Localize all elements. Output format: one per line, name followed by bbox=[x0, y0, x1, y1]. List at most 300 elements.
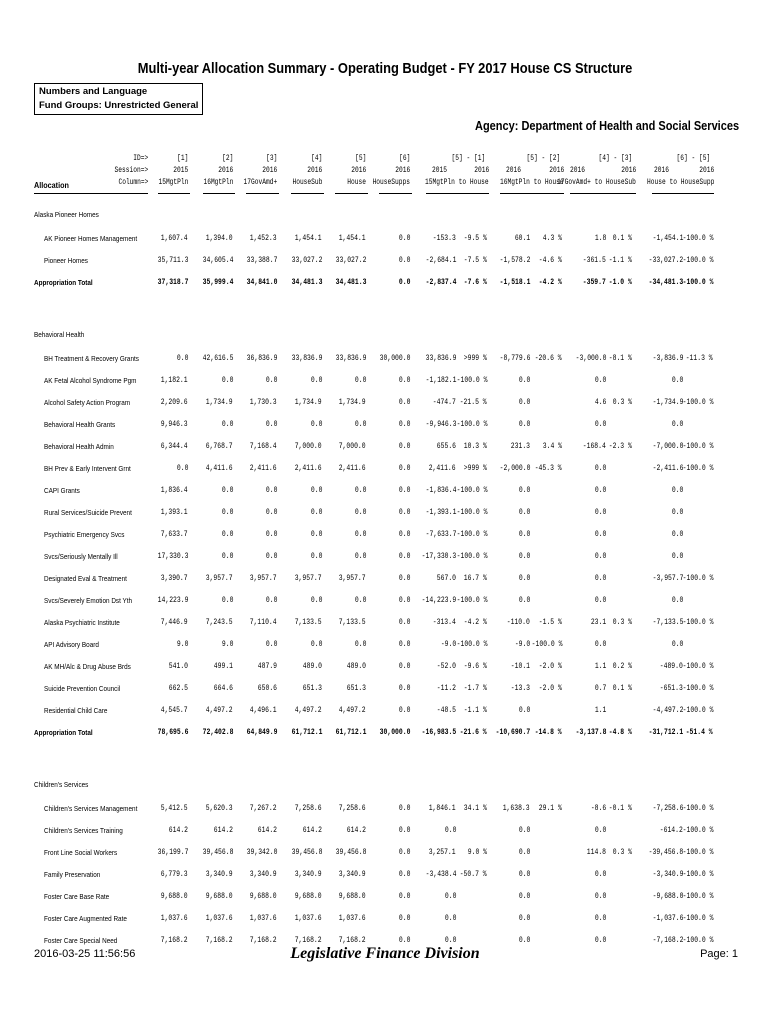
table-row bbox=[0, 232, 770, 246]
value-cell: 1,836.4 bbox=[161, 486, 188, 495]
value-cell: 0.0 bbox=[221, 552, 233, 561]
diff-amount-cell: 0.0 bbox=[671, 508, 683, 517]
section-heading-row bbox=[0, 208, 770, 222]
diff-amount-cell: 0.0 bbox=[594, 420, 606, 429]
value-cell: 78,695.6 bbox=[157, 728, 188, 737]
value-cell: 4,497.2 bbox=[339, 706, 366, 715]
diff-amount-cell: -34,481.3 bbox=[648, 278, 683, 287]
value-cell: 1,454.1 bbox=[339, 234, 366, 243]
allocation-name: Family Preservation bbox=[44, 870, 101, 879]
table-row bbox=[0, 418, 770, 432]
diff-percent-cell: 10.3 % bbox=[463, 442, 487, 451]
diff-amount-cell: 0.0 bbox=[518, 530, 530, 539]
diff-percent-cell: -100.0 % bbox=[531, 640, 562, 649]
column-header-year: 2015 bbox=[173, 166, 188, 175]
diff-percent-cell: -100.0 % bbox=[682, 706, 713, 715]
value-cell: 64,849.9 bbox=[246, 728, 277, 737]
diff-percent-cell: -100.0 % bbox=[682, 442, 713, 451]
diff-percent-cell: 0.2 % bbox=[612, 662, 632, 671]
value-cell: 0.0 bbox=[398, 278, 410, 287]
value-cell: 2,411.6 bbox=[250, 464, 277, 473]
diff-percent-cell: -100.0 % bbox=[682, 826, 713, 835]
value-cell: 0.0 bbox=[398, 804, 410, 813]
value-cell: 30,000.0 bbox=[379, 354, 410, 363]
value-cell: 9,688.0 bbox=[206, 892, 233, 901]
value-cell: 0.0 bbox=[265, 508, 277, 517]
diff-amount-cell: -3,438.4 bbox=[425, 870, 456, 879]
diff-amount-cell: 231.3 bbox=[510, 442, 530, 451]
diff-amount-cell: 0.0 bbox=[594, 552, 606, 561]
diff-percent-cell: -100.0 % bbox=[682, 804, 713, 813]
diff-percent-cell: >999 % bbox=[463, 354, 487, 363]
table-row bbox=[0, 594, 770, 608]
diff-amount-cell: -651.3 bbox=[659, 684, 683, 693]
diff-amount-cell: 0.0 bbox=[671, 486, 683, 495]
table-row bbox=[0, 352, 770, 366]
diff-amount-cell: 0.0 bbox=[518, 706, 530, 715]
diff-amount-cell: -7,258.6 bbox=[652, 804, 683, 813]
value-cell: 1,734.9 bbox=[206, 398, 233, 407]
value-cell: 7,243.5 bbox=[206, 618, 233, 627]
table-row bbox=[0, 868, 770, 882]
table-row bbox=[0, 824, 770, 838]
value-cell: 0.0 bbox=[310, 420, 322, 429]
value-cell: 541.0 bbox=[168, 662, 188, 671]
filter-fund-groups: Fund Groups: Unrestricted General bbox=[39, 100, 199, 111]
header-underline bbox=[291, 193, 324, 194]
allocation-name: CAPI Grants bbox=[44, 486, 80, 495]
diff-amount-cell: -1,182.1 bbox=[425, 376, 456, 385]
diff-amount-cell: 0.7 bbox=[594, 684, 606, 693]
value-cell: 33,836.9 bbox=[335, 354, 366, 363]
value-cell: 650.6 bbox=[257, 684, 277, 693]
value-cell: 2,411.6 bbox=[295, 464, 322, 473]
header-underline bbox=[500, 193, 564, 194]
diff-amount-cell: -359.7 bbox=[582, 278, 606, 287]
allocation-name: Pioneer Homes bbox=[44, 256, 88, 265]
column-header-id: [2] bbox=[221, 154, 233, 163]
value-cell: 0.0 bbox=[398, 640, 410, 649]
value-cell: 0.0 bbox=[265, 596, 277, 605]
value-cell: 1,393.1 bbox=[161, 508, 188, 517]
diff-percent-cell: -100.0 % bbox=[682, 618, 713, 627]
value-cell: 1,037.6 bbox=[206, 914, 233, 923]
diff-amount-cell: -153.3 bbox=[432, 234, 456, 243]
diff-amount-cell: -7,633.7 bbox=[425, 530, 456, 539]
table-row bbox=[0, 802, 770, 816]
value-cell: 36,836.9 bbox=[246, 354, 277, 363]
diff-percent-cell: -100.0 % bbox=[682, 278, 713, 287]
diff-amount-cell: -10.1 bbox=[510, 662, 530, 671]
table-row bbox=[0, 396, 770, 410]
diff-amount-cell: -14,223.9 bbox=[421, 596, 456, 605]
table-row bbox=[0, 506, 770, 520]
value-cell: 0.0 bbox=[265, 552, 277, 561]
section-label: Behavioral Health bbox=[34, 330, 85, 339]
value-cell: 4,497.2 bbox=[206, 706, 233, 715]
value-cell: 5,412.5 bbox=[161, 804, 188, 813]
header-underline bbox=[158, 193, 190, 194]
section-label: Alaska Pioneer Homes bbox=[34, 210, 99, 219]
diff-percent-cell: -21.5 % bbox=[460, 398, 487, 407]
table-row bbox=[0, 616, 770, 630]
diff-column-header-name: 16MgtPln to House bbox=[500, 178, 564, 187]
diff-amount-cell: 0.0 bbox=[518, 848, 530, 857]
value-cell: 9.0 bbox=[176, 640, 188, 649]
value-cell: 9,946.3 bbox=[161, 420, 188, 429]
diff-amount-cell: -1,454.1 bbox=[652, 234, 683, 243]
diff-amount-cell: 0.0 bbox=[594, 376, 606, 385]
value-cell: 72,402.8 bbox=[202, 728, 233, 737]
table-row bbox=[0, 638, 770, 652]
diff-column-header-year-a: 2016 bbox=[506, 166, 521, 175]
diff-percent-cell: -100.0 % bbox=[682, 870, 713, 879]
diff-amount-cell: 0.0 bbox=[518, 486, 530, 495]
value-cell: 1,730.3 bbox=[250, 398, 277, 407]
section-heading-row bbox=[0, 778, 770, 792]
diff-amount-cell: -614.2 bbox=[659, 826, 683, 835]
diff-percent-cell: -100.0 % bbox=[682, 234, 713, 243]
diff-amount-cell: -11.2 bbox=[436, 684, 456, 693]
allocation-name: Psychiatric Emergency Svcs bbox=[44, 530, 125, 539]
diff-column-header-id: [4] - [3] bbox=[598, 154, 632, 163]
table-row bbox=[0, 682, 770, 696]
diff-percent-cell: -9.5 % bbox=[463, 234, 487, 243]
value-cell: 0.0 bbox=[398, 486, 410, 495]
value-cell: 0.0 bbox=[354, 640, 366, 649]
value-cell: 3,390.7 bbox=[161, 574, 188, 583]
value-cell: 0.0 bbox=[221, 508, 233, 517]
diff-amount-cell: 0.0 bbox=[518, 574, 530, 583]
value-cell: 0.0 bbox=[398, 870, 410, 879]
value-cell: 3,340.9 bbox=[250, 870, 277, 879]
diff-percent-cell: -100.0 % bbox=[682, 574, 713, 583]
value-cell: 0.0 bbox=[221, 420, 233, 429]
value-cell: 6,779.3 bbox=[161, 870, 188, 879]
diff-percent-cell: 0.1 % bbox=[612, 234, 632, 243]
value-cell: 614.2 bbox=[346, 826, 366, 835]
value-cell: 9,688.0 bbox=[339, 892, 366, 901]
diff-percent-cell: -100.0 % bbox=[682, 256, 713, 265]
diff-amount-cell: 0.0 bbox=[444, 914, 456, 923]
diff-amount-cell: -2,837.4 bbox=[425, 278, 456, 287]
diff-column-header-name: 15MgtPln to House bbox=[425, 178, 489, 187]
column-header-name: 15MgtPln bbox=[158, 178, 188, 187]
diff-percent-cell: -100.0 % bbox=[682, 892, 713, 901]
diff-amount-cell: -4,497.2 bbox=[652, 706, 683, 715]
value-cell: 0.0 bbox=[398, 618, 410, 627]
allocation-name: API Advisory Board bbox=[44, 640, 99, 649]
value-cell: 7,168.2 bbox=[161, 936, 188, 945]
value-cell: 39,456.8 bbox=[202, 848, 233, 857]
diff-amount-cell: 1,638.3 bbox=[503, 804, 530, 813]
value-cell: 39,456.8 bbox=[291, 848, 322, 857]
value-cell: 614.2 bbox=[257, 826, 277, 835]
value-cell: 7,168.2 bbox=[250, 936, 277, 945]
value-cell: 39,342.0 bbox=[246, 848, 277, 857]
footer-division: Legislative Finance Division bbox=[290, 945, 480, 962]
diff-amount-cell: 3,257.1 bbox=[429, 848, 456, 857]
value-cell: 0.0 bbox=[398, 826, 410, 835]
diff-amount-cell: -474.7 bbox=[432, 398, 456, 407]
diff-column-header-year-b: 2016 bbox=[474, 166, 489, 175]
value-cell: 42,616.5 bbox=[202, 354, 233, 363]
value-cell: 7,258.6 bbox=[295, 804, 322, 813]
column-header-id: [3] bbox=[265, 154, 277, 163]
diff-percent-cell: -7.5 % bbox=[463, 256, 487, 265]
header-key: Column=> bbox=[118, 178, 148, 187]
value-cell: 6,768.7 bbox=[206, 442, 233, 451]
value-cell: 61,712.1 bbox=[335, 728, 366, 737]
diff-percent-cell: 9.0 % bbox=[467, 848, 487, 857]
value-cell: 39,456.8 bbox=[335, 848, 366, 857]
value-cell: 0.0 bbox=[354, 552, 366, 561]
diff-amount-cell: 0.0 bbox=[518, 552, 530, 561]
diff-amount-cell: 0.0 bbox=[518, 914, 530, 923]
diff-percent-cell: -100.0 % bbox=[456, 530, 487, 539]
diff-percent-cell: -100.0 % bbox=[682, 914, 713, 923]
value-cell: 0.0 bbox=[398, 706, 410, 715]
header-key: Session=> bbox=[114, 166, 148, 175]
diff-percent-cell: -4.6 % bbox=[538, 256, 562, 265]
allocation-name: AK Pioneer Homes Management bbox=[44, 234, 138, 243]
header-key: ID=> bbox=[133, 154, 148, 163]
value-cell: 0.0 bbox=[354, 376, 366, 385]
header-underline bbox=[246, 193, 279, 194]
value-cell: 651.3 bbox=[346, 684, 366, 693]
value-cell: 489.0 bbox=[346, 662, 366, 671]
diff-amount-cell: -1,518.1 bbox=[499, 278, 530, 287]
value-cell: 0.0 bbox=[398, 442, 410, 451]
diff-percent-cell: -14.8 % bbox=[535, 728, 562, 737]
allocation-name: Alcohol Safety Action Program bbox=[44, 398, 131, 407]
diff-percent-cell: -2.0 % bbox=[538, 662, 562, 671]
table-row bbox=[0, 846, 770, 860]
diff-amount-cell: 0.0 bbox=[671, 596, 683, 605]
table-row bbox=[0, 704, 770, 718]
diff-amount-cell: -2,411.6 bbox=[652, 464, 683, 473]
value-cell: 0.0 bbox=[398, 596, 410, 605]
column-header-year: 2016 bbox=[307, 166, 322, 175]
value-cell: 1,394.0 bbox=[206, 234, 233, 243]
value-cell: 1,734.9 bbox=[295, 398, 322, 407]
value-cell: 7,258.6 bbox=[339, 804, 366, 813]
value-cell: 14,223.9 bbox=[157, 596, 188, 605]
value-cell: 0.0 bbox=[398, 530, 410, 539]
diff-amount-cell: 23.1 bbox=[590, 618, 606, 627]
allocation-name: Svcs/Severely Emotion Dst Yth bbox=[44, 596, 133, 605]
value-cell: 34,481.3 bbox=[335, 278, 366, 287]
diff-amount-cell: -3,137.8 bbox=[575, 728, 606, 737]
diff-amount-cell: 4.6 bbox=[594, 398, 606, 407]
diff-percent-cell: 4.3 % bbox=[542, 234, 562, 243]
diff-amount-cell: -361.5 bbox=[582, 256, 606, 265]
header-underline bbox=[570, 193, 636, 194]
value-cell: 0.0 bbox=[221, 530, 233, 539]
table-row bbox=[0, 440, 770, 454]
value-cell: 662.5 bbox=[168, 684, 188, 693]
value-cell: 0.0 bbox=[398, 936, 410, 945]
allocation-name: Children's Services Management bbox=[44, 804, 138, 813]
diff-percent-cell: -4.2 % bbox=[538, 278, 562, 287]
diff-amount-cell: 0.0 bbox=[518, 870, 530, 879]
value-cell: 0.0 bbox=[398, 552, 410, 561]
value-cell: 0.0 bbox=[398, 914, 410, 923]
value-cell: 664.6 bbox=[213, 684, 233, 693]
allocation-column-label: Allocation bbox=[34, 180, 69, 190]
diff-percent-cell: 29.1 % bbox=[538, 804, 562, 813]
allocation-name: BH Treatment & Recovery Grants bbox=[44, 354, 139, 363]
diff-amount-cell: 1,846.1 bbox=[429, 804, 456, 813]
allocation-name: Children's Services Training bbox=[44, 826, 123, 835]
diff-amount-cell: -3,957.7 bbox=[652, 574, 683, 583]
diff-amount-cell: 0.0 bbox=[444, 892, 456, 901]
diff-amount-cell: 0.0 bbox=[594, 892, 606, 901]
value-cell: 7,633.7 bbox=[161, 530, 188, 539]
allocation-name: Behavioral Health Admin bbox=[44, 442, 114, 451]
allocation-name: Foster Care Special Need bbox=[44, 936, 118, 945]
value-cell: 2,209.6 bbox=[161, 398, 188, 407]
diff-percent-cell: -100.0 % bbox=[456, 552, 487, 561]
value-cell: 33,027.2 bbox=[335, 256, 366, 265]
value-cell: 34,481.3 bbox=[291, 278, 322, 287]
column-header-year: 2016 bbox=[262, 166, 277, 175]
value-cell: 7,000.0 bbox=[339, 442, 366, 451]
diff-amount-cell: 33,836.9 bbox=[425, 354, 456, 363]
value-cell: 0.0 bbox=[354, 530, 366, 539]
value-cell: 1,037.6 bbox=[250, 914, 277, 923]
diff-amount-cell: 0.0 bbox=[594, 640, 606, 649]
diff-amount-cell: -3,836.9 bbox=[652, 354, 683, 363]
table-row bbox=[0, 660, 770, 674]
column-header-name: House bbox=[347, 178, 366, 187]
diff-percent-cell: -100.0 % bbox=[456, 486, 487, 495]
diff-column-header-year-b: 2016 bbox=[699, 166, 714, 175]
value-cell: 34,605.4 bbox=[202, 256, 233, 265]
allocation-name: Rural Services/Suicide Prevent bbox=[44, 508, 132, 517]
value-cell: 6,344.4 bbox=[161, 442, 188, 451]
diff-percent-cell: -100.0 % bbox=[456, 508, 487, 517]
value-cell: 1,037.6 bbox=[339, 914, 366, 923]
diff-percent-cell: 0.1 % bbox=[612, 684, 632, 693]
table-row bbox=[0, 572, 770, 586]
value-cell: 0.0 bbox=[354, 486, 366, 495]
value-cell: 33,388.7 bbox=[246, 256, 277, 265]
value-cell: 3,957.7 bbox=[206, 574, 233, 583]
diff-percent-cell: -100.0 % bbox=[682, 662, 713, 671]
allocation-name: Designated Eval & Treatment bbox=[44, 574, 127, 583]
diff-percent-cell: -1.0 % bbox=[608, 278, 632, 287]
diff-percent-cell: 0.3 % bbox=[612, 398, 632, 407]
value-cell: 0.0 bbox=[398, 376, 410, 385]
value-cell: 0.0 bbox=[310, 486, 322, 495]
value-cell: 3,957.7 bbox=[295, 574, 322, 583]
diff-column-header-id: [6] - [5] bbox=[676, 154, 710, 163]
diff-percent-cell: -2.3 % bbox=[608, 442, 632, 451]
allocation-name: Front Line Social Workers bbox=[44, 848, 118, 857]
allocation-name: AK Fetal Alcohol Syndrome Pgm bbox=[44, 376, 137, 385]
diff-amount-cell: 0.0 bbox=[594, 508, 606, 517]
diff-percent-cell: -100.0 % bbox=[456, 596, 487, 605]
diff-amount-cell: -9.0 bbox=[514, 640, 530, 649]
diff-percent-cell: -50.7 % bbox=[460, 870, 487, 879]
value-cell: 489.0 bbox=[302, 662, 322, 671]
value-cell: 0.0 bbox=[310, 376, 322, 385]
header-underline bbox=[335, 193, 368, 194]
value-cell: 9.0 bbox=[221, 640, 233, 649]
value-cell: 35,711.3 bbox=[157, 256, 188, 265]
table-row bbox=[0, 550, 770, 564]
allocation-name: Alaska Psychiatric Institute bbox=[44, 618, 120, 627]
value-cell: 0.0 bbox=[398, 420, 410, 429]
value-cell: 3,957.7 bbox=[250, 574, 277, 583]
diff-amount-cell: 567.0 bbox=[436, 574, 456, 583]
diff-amount-cell: -1,836.4 bbox=[425, 486, 456, 495]
header-underline bbox=[652, 193, 714, 194]
diff-percent-cell: -100.0 % bbox=[682, 848, 713, 857]
value-cell: 487.9 bbox=[257, 662, 277, 671]
value-cell: 0.0 bbox=[398, 464, 410, 473]
value-cell: 1,454.1 bbox=[295, 234, 322, 243]
diff-percent-cell: 16.7 % bbox=[463, 574, 487, 583]
value-cell: 0.0 bbox=[398, 662, 410, 671]
value-cell: 0.0 bbox=[176, 464, 188, 473]
report-title: Multi-year Allocation Summary - Operating Budget - FY 2017 House CS Structure bbox=[137, 60, 633, 77]
value-cell: 0.0 bbox=[265, 376, 277, 385]
diff-amount-cell: 114.8 bbox=[586, 848, 606, 857]
diff-column-header-name: 17GovAmd+ to HouseSub bbox=[557, 178, 636, 187]
value-cell: 0.0 bbox=[265, 420, 277, 429]
diff-amount-cell: -16,983.5 bbox=[421, 728, 456, 737]
column-header-id: [1] bbox=[176, 154, 188, 163]
allocation-name: BH Prev & Early Intervent Grnt bbox=[44, 464, 131, 473]
diff-amount-cell: 0.0 bbox=[518, 376, 530, 385]
diff-amount-cell: 2,411.6 bbox=[429, 464, 456, 473]
value-cell: 3,957.7 bbox=[339, 574, 366, 583]
value-cell: 614.2 bbox=[302, 826, 322, 835]
diff-amount-cell: 1.8 bbox=[594, 234, 606, 243]
diff-column-header-year-b: 2016 bbox=[621, 166, 636, 175]
diff-amount-cell: 0.0 bbox=[444, 826, 456, 835]
value-cell: 4,411.6 bbox=[206, 464, 233, 473]
diff-percent-cell: -51.4 % bbox=[686, 728, 713, 737]
value-cell: 3,340.9 bbox=[339, 870, 366, 879]
section-label: Children's Services bbox=[34, 780, 89, 789]
diff-amount-cell: -1,037.6 bbox=[652, 914, 683, 923]
diff-amount-cell: 1.1 bbox=[594, 662, 606, 671]
diff-amount-cell: -489.0 bbox=[659, 662, 683, 671]
diff-column-header-year-b: 2016 bbox=[549, 166, 564, 175]
diff-percent-cell: -100.0 % bbox=[682, 936, 713, 945]
diff-percent-cell: -1.7 % bbox=[463, 684, 487, 693]
diff-percent-cell: -4.8 % bbox=[608, 728, 632, 737]
value-cell: 0.0 bbox=[398, 892, 410, 901]
diff-column-header-year-a: 2015 bbox=[432, 166, 447, 175]
value-cell: 33,027.2 bbox=[291, 256, 322, 265]
allocation-name: Foster Care Augmented Rate bbox=[44, 914, 127, 923]
value-cell: 0.0 bbox=[398, 256, 410, 265]
footer-page-number: Page: 1 bbox=[700, 948, 738, 960]
value-cell: 1,734.9 bbox=[339, 398, 366, 407]
table-row bbox=[0, 374, 770, 388]
diff-amount-cell: -39,456.8 bbox=[648, 848, 683, 857]
diff-amount-cell: -8.6 bbox=[590, 804, 606, 813]
value-cell: 3,340.9 bbox=[206, 870, 233, 879]
column-header-id: [6] bbox=[398, 154, 410, 163]
diff-amount-cell: 0.0 bbox=[518, 398, 530, 407]
diff-amount-cell: -9,946.3 bbox=[425, 420, 456, 429]
allocation-name: Behavioral Health Grants bbox=[44, 420, 116, 429]
